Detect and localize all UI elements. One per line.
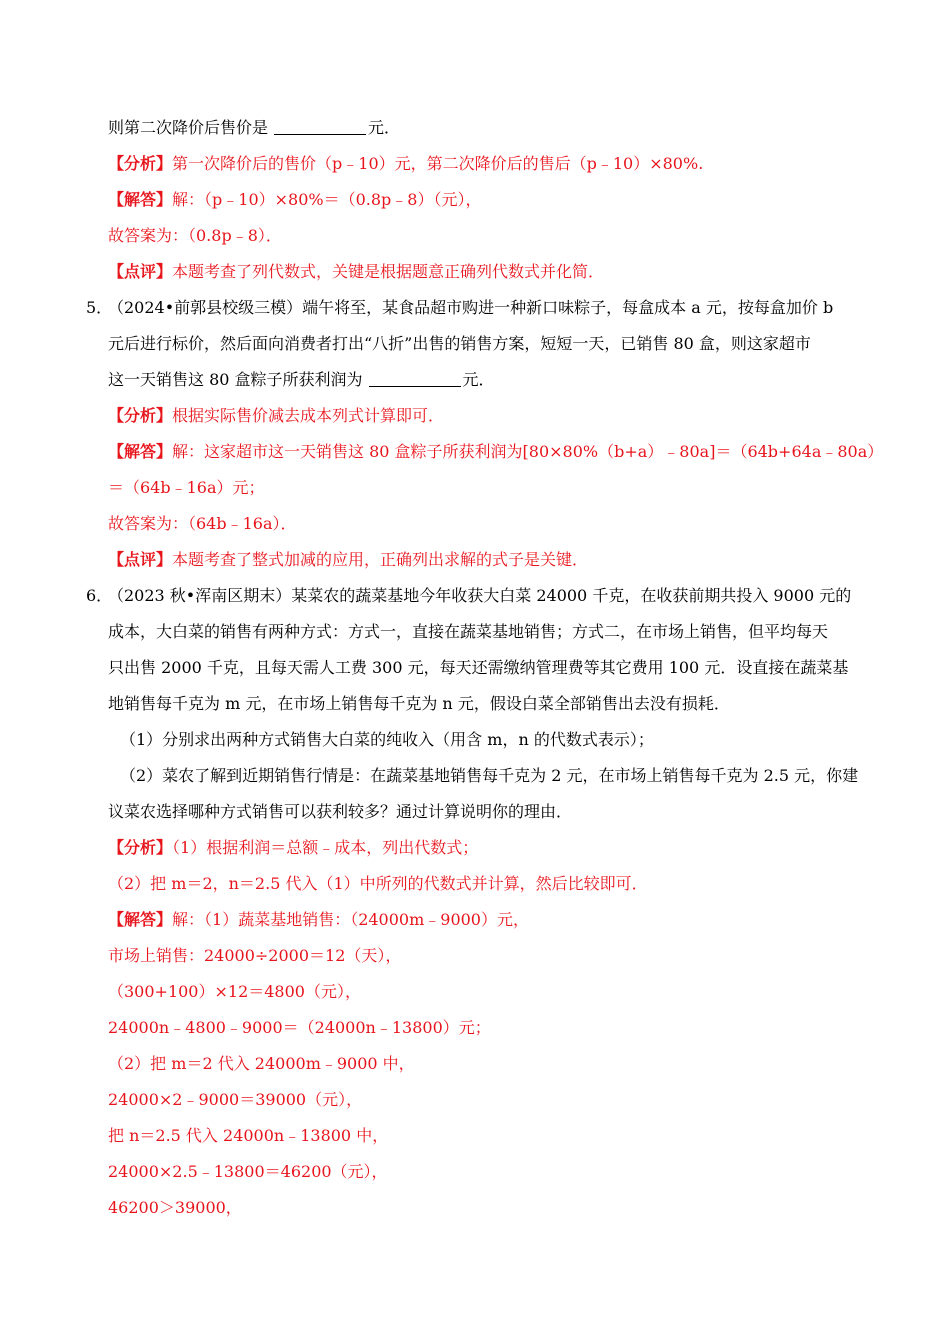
q4-question-text: 则第二次降价后售价是 — [108, 118, 269, 137]
q6-solution-line-2: 市场上销售：24000÷2000＝12（天）， — [108, 946, 402, 965]
answer-blank — [274, 119, 366, 135]
q5-comment-text: 本题考查了整式加减的应用，正确列出求解的式子是关键． — [172, 550, 589, 569]
q6-question-line-4: 地销售每千克为 m 元，在市场上销售每千克为 n 元，假设白菜全部销售出去没有损耗． — [108, 694, 730, 713]
q5-question-line-2: 元后进行标价，然后面向消费者打出“八折”出售的销售方案，短短一天，已销售 80 盒，则这家超市 — [108, 334, 811, 353]
comment-tag: 【点评】 — [108, 262, 173, 281]
q6-analysis-text: （1）根据利润＝总额﹣成本，列出代数式； — [172, 838, 479, 857]
q5-analysis-text: 根据实际售价减去成本列式计算即可． — [172, 406, 445, 425]
q4-solution-text: 解：（p﹣10）×80%＝（0.8p﹣8）（元）， — [172, 190, 482, 209]
q6-subquestion-2: （2）菜农了解到近期销售行情是：在蔬菜基地销售每千克为 2 元，在市场上销售每千克为 2.5 元，你建 — [120, 766, 859, 785]
q5-question-unit: 元． — [462, 370, 495, 389]
q5-analysis — [108, 406, 444, 426]
q5-question-line-1: （2024•前郭县校级三模）端午将至，某食品超市购进一种新口味粽子，每盒成本 a 元，按每盒加价 b — [108, 298, 834, 317]
solution-tag: 【解答】 — [108, 910, 173, 929]
q5-solution-text: 解：这家超市这一天销售这 80 盒粽子所获利润为[80×80%（b+a）﹣80a]＝（64b+64a﹣80a） — [172, 442, 884, 461]
q4-solution — [108, 190, 481, 210]
analysis-tag: 【分析】 — [108, 838, 173, 857]
q4-answer: 故答案为：（0.8p﹣8）． — [108, 226, 282, 245]
q6-subquestion-2-cont: 议菜农选择哪种方式销售可以获利较多？通过计算说明你的理由． — [108, 802, 573, 821]
q6-solution — [108, 910, 529, 930]
q5-comment — [108, 550, 588, 570]
q4-question-unit: 元． — [368, 118, 401, 137]
q5-solution — [108, 442, 883, 462]
q5-answer: 故答案为：（64b﹣16a）． — [108, 514, 297, 533]
comment-tag: 【点评】 — [108, 550, 173, 569]
solution-tag: 【解答】 — [108, 442, 173, 461]
q4-analysis — [108, 154, 703, 174]
q6-solution-line-4: 24000n﹣4800﹣9000＝（24000n﹣13800）元； — [108, 1018, 491, 1037]
q4-comment-text: 本题考查了列代数式，关键是根据题意正确列代数式并化简． — [172, 262, 605, 281]
q4-comment — [108, 262, 604, 282]
q6-solution-line-5: （2）把 m＝2 代入 24000m﹣9000 中， — [108, 1054, 415, 1073]
solution-tag: 【解答】 — [108, 190, 173, 209]
q6-analysis — [108, 838, 478, 858]
q6-question-line-2: 成本，大白菜的销售有两种方式：方式一，直接在蔬菜基地销售；方式二，在市场上销售，但平均每天 — [108, 622, 829, 641]
q6-subquestion-1: （1）分别求出两种方式销售大白菜的纯收入（用含 m，n 的代数式表示）； — [120, 730, 654, 749]
analysis-tag: 【分析】 — [108, 154, 173, 173]
q5-solution-cont: ＝（64b﹣16a）元； — [108, 478, 265, 497]
q4-question-line — [108, 118, 400, 138]
q6-analysis-cont: （2）把 m＝2，n＝2.5 代入（1）中所列的代数式并计算，然后比较即可． — [108, 874, 648, 893]
q6-number: 6． — [86, 586, 113, 605]
q5-question-line-3 — [108, 370, 495, 390]
analysis-tag: 【分析】 — [108, 406, 173, 425]
q6-solution-line-3: （300+100）×12＝4800（元）， — [108, 982, 361, 1001]
q6-question-line-3: 只出售 2000 千克，且每天需人工费 300 元，每天还需缴纳管理费等其它费用 100 元．设直接在蔬菜基 — [108, 658, 849, 677]
q4-analysis-text: 第一次降价后的售价（p﹣10）元，第二次降价后的售后（p﹣10）×80%. — [172, 154, 704, 173]
q6-solution-line-8: 24000×2.5﹣13800＝46200（元）， — [108, 1162, 388, 1181]
q6-question-line-1: （2023 秋•浑南区期末）某菜农的蔬菜基地今年收获大白菜 24000 千克，在收获前期共投入 9000 元的 — [108, 586, 852, 605]
q6-solution-line-9: 46200＞39000， — [108, 1198, 242, 1217]
q5-question-text: 这一天销售这 80 盒粽子所获利润为 — [108, 370, 363, 389]
q6-solution-text: 解：（1）蔬菜基地销售：（24000m﹣9000）元， — [172, 910, 529, 929]
answer-blank — [369, 371, 461, 387]
q5-number: 5． — [86, 298, 113, 317]
q6-solution-line-6: 24000×2﹣9000＝39000（元）， — [108, 1090, 363, 1109]
q6-solution-line-7: 把 n＝2.5 代入 24000n﹣13800 中， — [108, 1126, 389, 1145]
